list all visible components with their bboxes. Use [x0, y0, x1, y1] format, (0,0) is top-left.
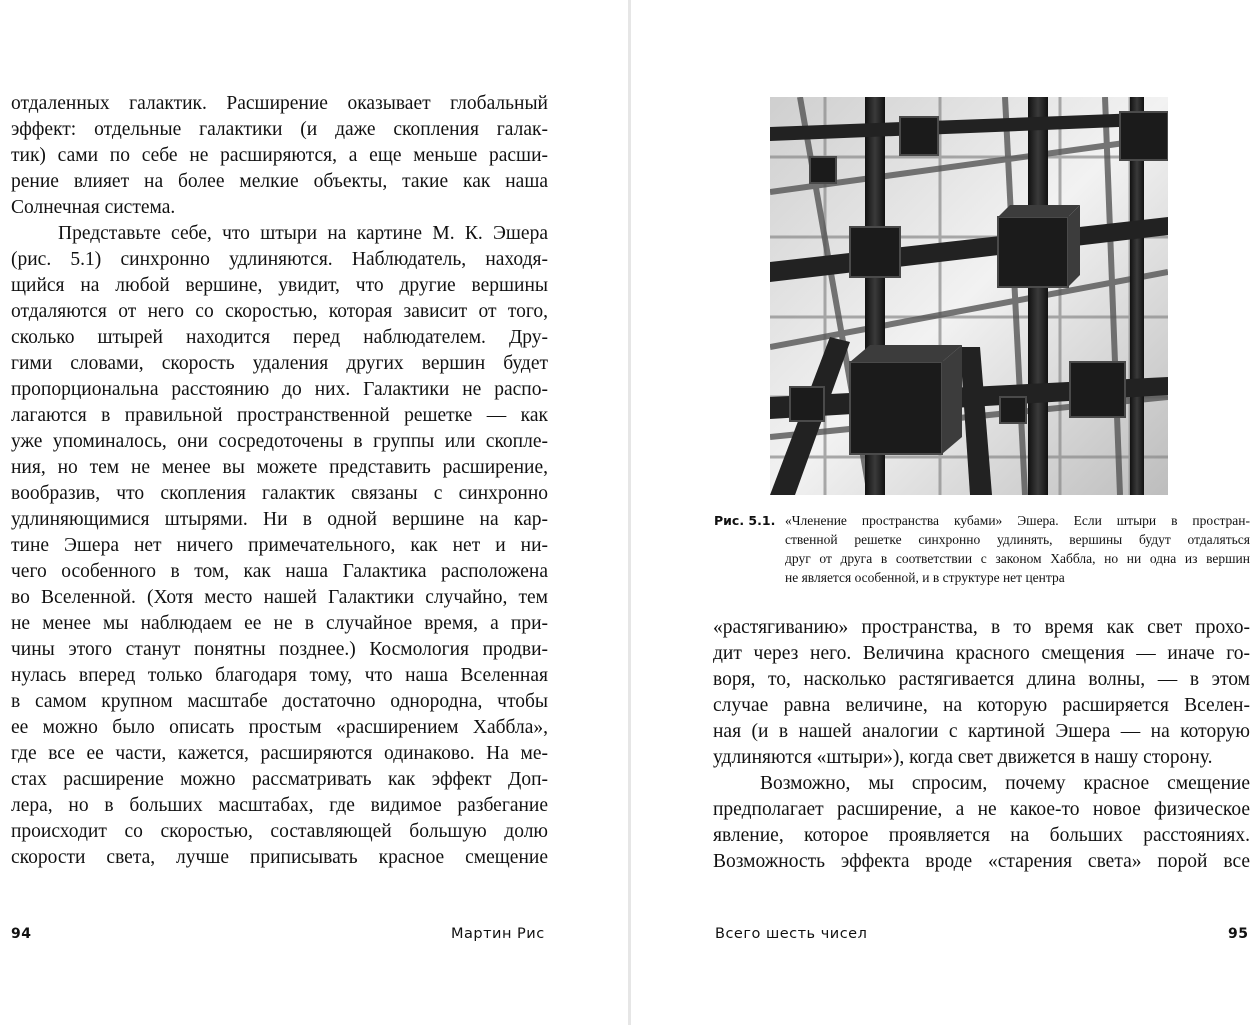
text-line: стах расширение можно рассматривать как эффект Доп-: [11, 769, 548, 790]
text-line: происходит со скоростью, составляющей большую долю: [11, 821, 548, 842]
text-line: лера, но в больших масштабах, где видимое разбегание: [11, 795, 548, 816]
text-line: «растягиванию» пространства, в то время как свет прохо-: [713, 617, 1250, 638]
text-line: скорости света, лучше приписывать красное смещение: [11, 847, 548, 868]
text-line: Возможность эффекта вроде «старения света» порой все: [713, 851, 1250, 872]
text-line: отдаляются от него со скоростью, которая зависит от того,: [11, 301, 548, 322]
text-line: случае равна величине, на которую расширяется Вселен-: [713, 695, 1250, 716]
cubic-lattice-illustration: [770, 97, 1168, 495]
right-page: [632, 0, 1260, 1025]
text-line: ее можно было описать простым «расширением Хаббла»,: [11, 717, 548, 738]
text-line: удлиняющимися штырями. Ни в одной вершине на кар-: [11, 509, 548, 530]
escher-cubic-space-figure: [770, 97, 1168, 495]
caption-line: не является особенной, и в структуре нет центра: [785, 570, 1065, 585]
running-head-title: Всего шесть чисел: [715, 926, 868, 942]
text-line: чины этого станут понятны позднее.) Космология продви-: [11, 639, 548, 660]
figure-caption: [714, 511, 1250, 587]
text-line: отдаленных галактик. Расширение оказывает глобальный: [11, 93, 548, 114]
text-line: тик) сами по себе не расширяются, а еще меньше расши-: [11, 145, 548, 166]
caption-line: «Членение пространства кубами» Эшера. Если штыри в простран-: [785, 513, 1250, 528]
book-spine: [628, 0, 631, 1025]
text-line: в самом крупном масштабе достаточно однородна, чтобы: [11, 691, 548, 712]
caption-line: друг от друга в соответствии с законом Хаббла, но ни одна из вершин: [785, 551, 1250, 566]
text-line: лагаются в правильной пространственной решетке — как: [11, 405, 548, 426]
text-line: рение влияет на более мелкие объекты, такие как наша: [11, 171, 548, 192]
text-line: Солнечная система.: [11, 197, 176, 218]
text-line: Представьте себе, что штыри на картине М. К. Эшера: [58, 223, 548, 244]
text-line: уже упоминалось, они сосредоточены в группы или скопле-: [11, 431, 548, 452]
text-line: сколько штырей находится перед наблюдателем. Дру-: [11, 327, 548, 348]
text-line: Возможно, мы спросим, почему красное смещение: [760, 773, 1250, 794]
left-page: [0, 0, 628, 1025]
text-line: чего особенного в том, как наша Галактика расположена: [11, 561, 548, 582]
caption-line: ственной решетке синхронно удлинять, вершины будут отдаляться: [785, 532, 1250, 547]
text-line: удлиняются «штыри»), когда свет движется в нашу сторону.: [713, 747, 1213, 768]
text-line: воря, то, насколько растягивается длина волны, — в этом: [713, 669, 1250, 690]
body-text: [713, 615, 1250, 875]
body-text: [11, 91, 548, 871]
page-number-left: 94: [11, 926, 32, 942]
caption-label: Рис. 5.1.: [714, 513, 776, 528]
text-line: нулась вперед только благодаря тому, что наша Вселенная: [11, 665, 548, 686]
text-line: гими словами, скорость удаления других вершин будет: [11, 353, 548, 374]
text-line: не менее мы наблюдаем ее не в случайное время, а при-: [11, 613, 548, 634]
text-line: ния, но тем не менее вы можете представить расширение,: [11, 457, 548, 478]
text-line: тине Эшера нет ничего примечательного, как нет и ни-: [11, 535, 548, 556]
text-line: щийся на любой вершине, увидит, что другие вершины: [11, 275, 548, 296]
text-line: ная (и в нашей аналогии с картиной Эшера — на которую: [713, 721, 1250, 742]
text-line: (рис. 5.1) синхронно удлиняются. Наблюдатель, находя-: [11, 249, 548, 270]
text-line: дит через него. Величина красного смещения — иначе го-: [713, 643, 1250, 664]
text-line: где все ее части, кажется, расширяются одинаково. На ме-: [11, 743, 548, 764]
running-head-author: Мартин Рис: [451, 926, 545, 942]
text-line: предполагает расширение, а не какое-то новое физическое: [713, 799, 1250, 820]
text-line: вообразив, что скопления галактик связаны с синхронно: [11, 483, 548, 504]
page-number-right: 95: [1228, 926, 1249, 942]
text-line: эффект: отдельные галактики (и даже скопления галак-: [11, 119, 548, 140]
text-line: пропорциональна расстоянию до них. Галактики не распо-: [11, 379, 548, 400]
text-line: во Вселенной. (Хотя место нашей Галактики случайно, тем: [11, 587, 548, 608]
text-line: явление, которое проявляется на больших расстояниях.: [713, 825, 1250, 846]
